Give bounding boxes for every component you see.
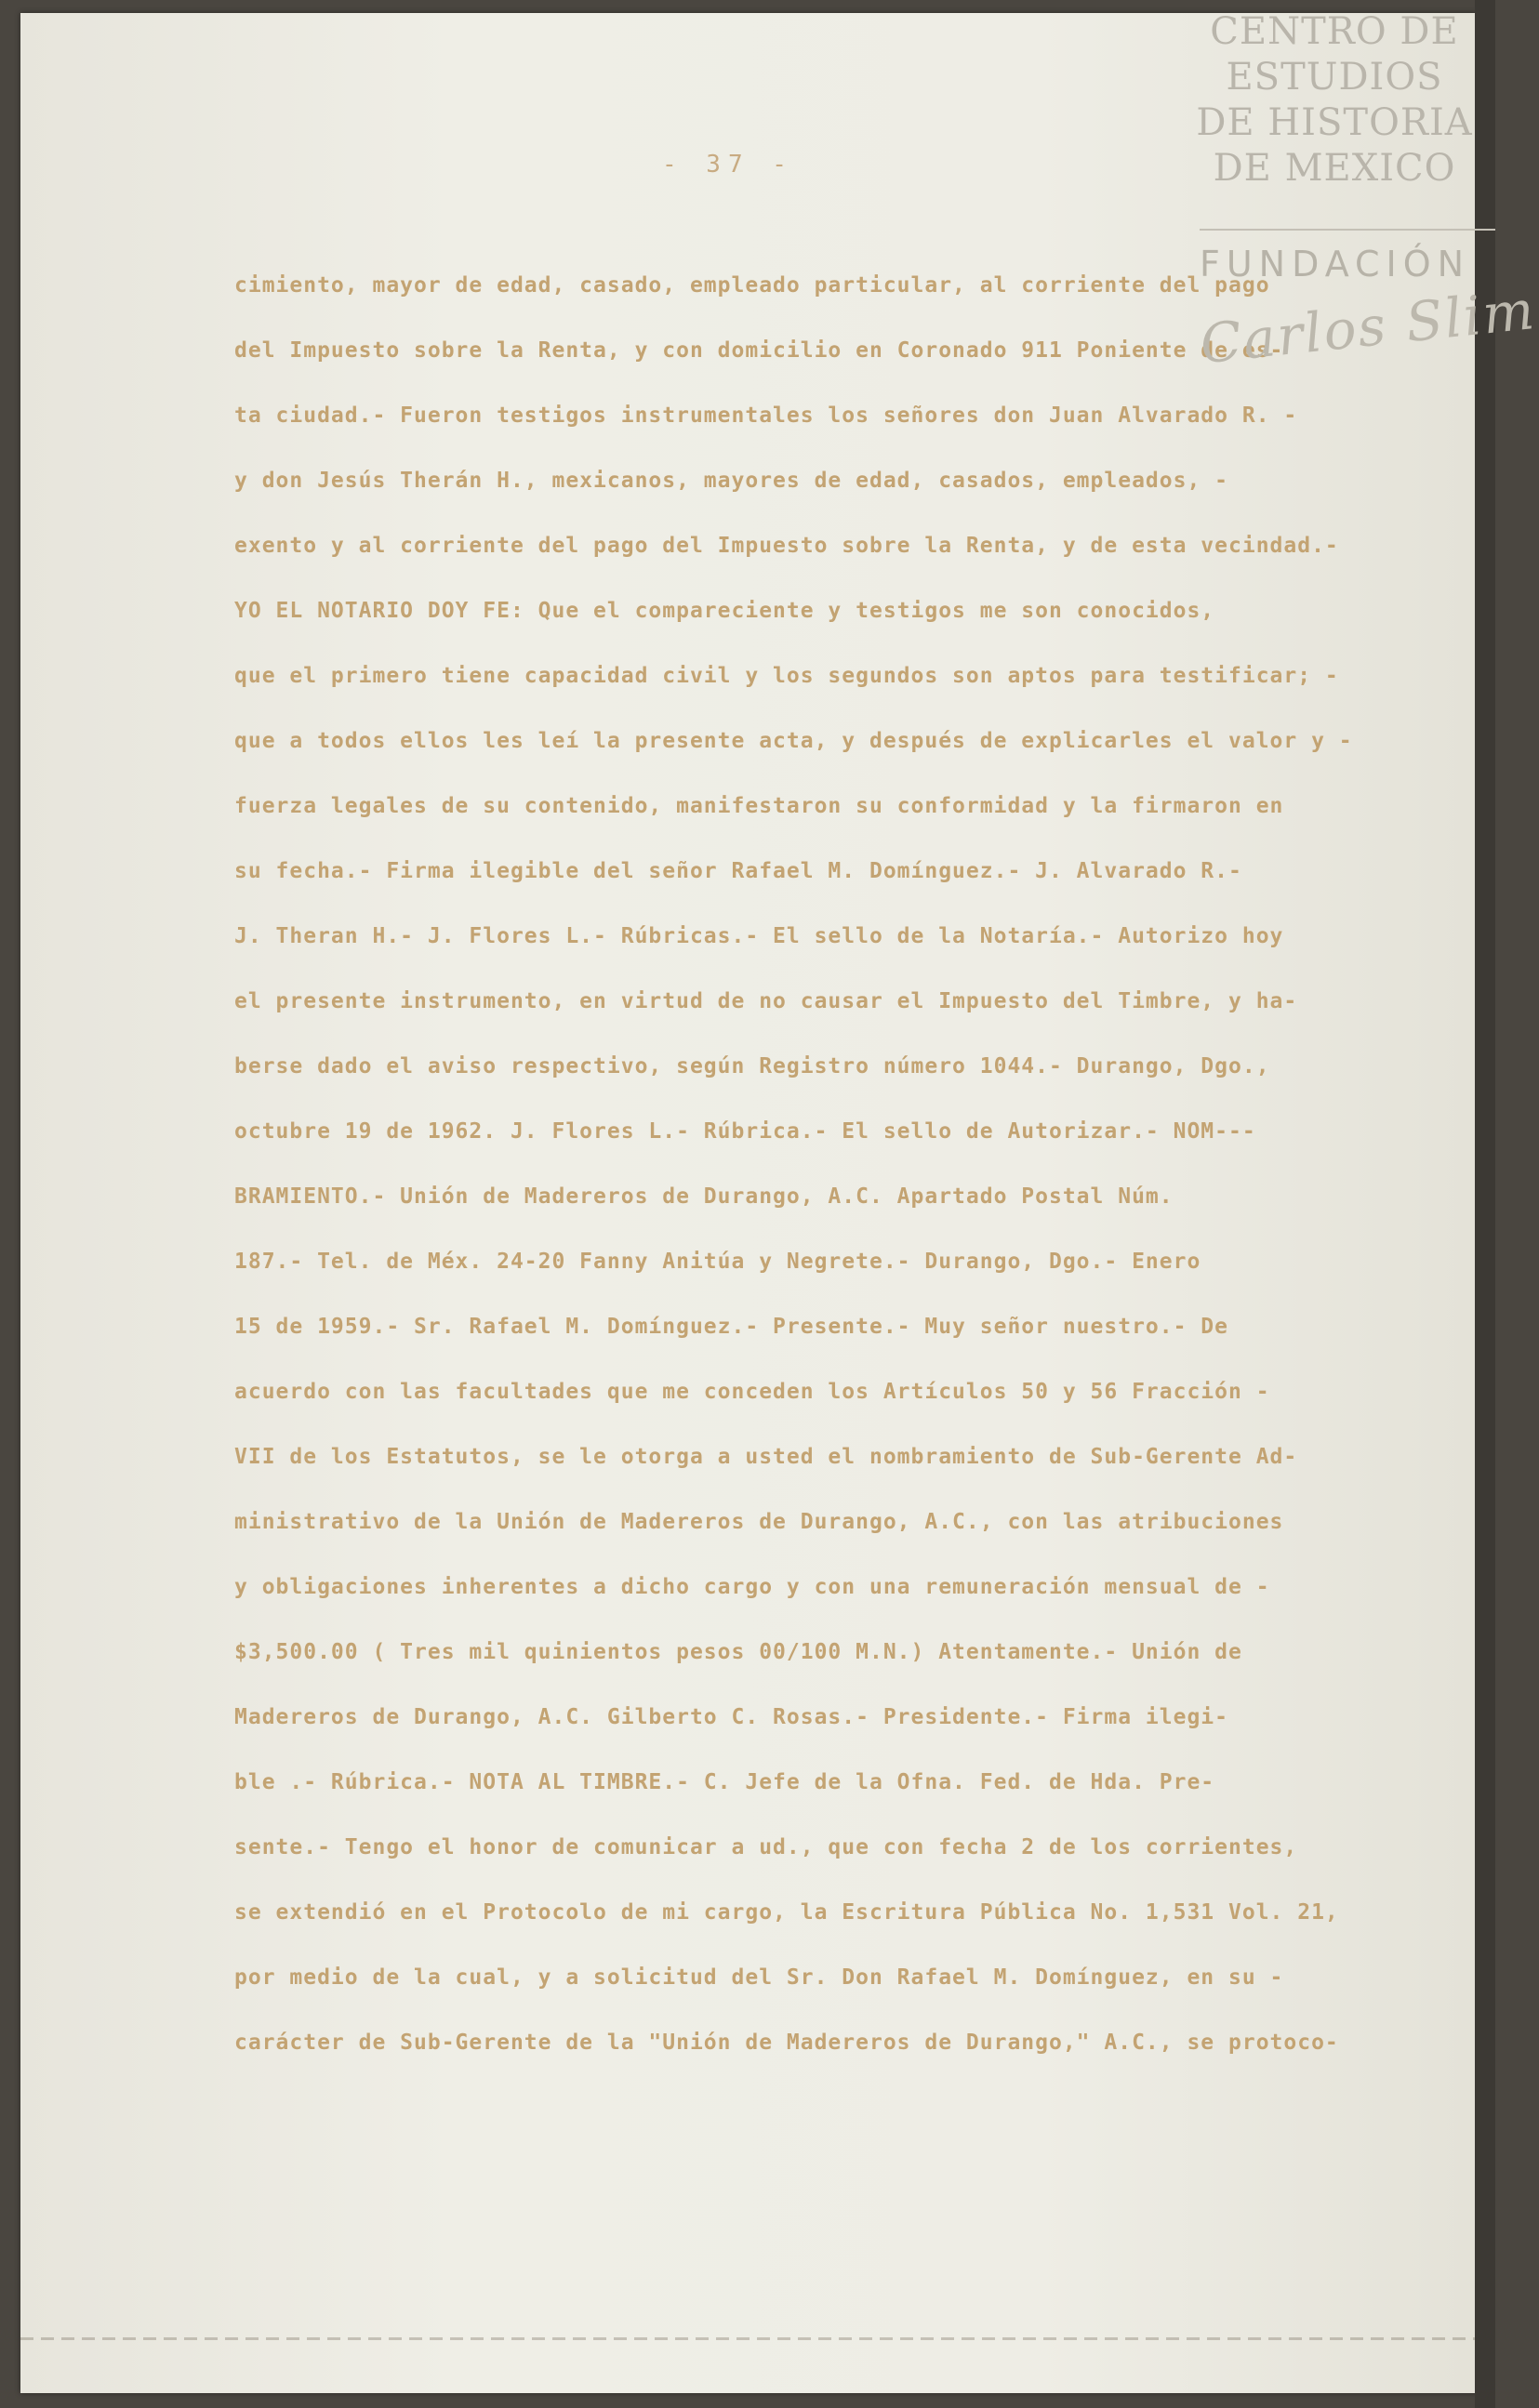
text-line: ministrativo de la Unión de Madereros de Durango, A.C., con las atribuciones: [234, 1510, 1284, 1534]
text-line: el presente instrumento, en virtud de no causar el Impuesto del Timbre, y ha-: [234, 989, 1298, 1013]
watermark-line: ESTUDIOS: [1226, 56, 1443, 99]
text-line: por medio de la cual, y a solicitud del Sr. Don Rafael M. Domínguez, en su -: [234, 1965, 1284, 1990]
text-line: acuerdo con las facultades que me conceden los Artículos 50 y 56 Fracción -: [234, 1380, 1270, 1404]
text-line: y obligaciones inherentes a dicho cargo y con una remuneración mensual de -: [234, 1575, 1270, 1599]
text-line: su fecha.- Firma ilegible del señor Rafael M. Domínguez.- J. Alvarado R.-: [234, 859, 1242, 883]
text-line: del Impuesto sobre la Renta, y con domicilio en Coronado 911 Poniente de es-: [234, 338, 1284, 363]
text-line: y don Jesús Therán H., mexicanos, mayores de edad, casados, empleados, -: [234, 469, 1228, 493]
text-line: exento y al corriente del pago del Impuesto sobre la Renta, y de esta vecindad.-: [234, 534, 1339, 558]
watermark-foundation: FUNDACIÓN: [1200, 244, 1471, 284]
watermark-divider: [1200, 229, 1495, 231]
text-line: $3,500.00 ( Tres mil quinientos pesos 00/100 M.N.) Atentamente.- Unión de: [234, 1640, 1242, 1664]
text-line: 15 de 1959.- Sr. Rafael M. Domínguez.- Presente.- Muy señor nuestro.- De: [234, 1315, 1228, 1339]
text-line: que el primero tiene capacidad civil y los segundos son aptos para testificar; -: [234, 664, 1339, 688]
archive-watermark: [1195, 9, 1474, 192]
text-line: J. Theran H.- J. Flores L.- Rúbricas.- El sello de la Notaría.- Autorizo hoy: [234, 924, 1284, 948]
document-body: [234, 253, 1397, 2075]
text-line: BRAMIENTO.- Unión de Madereros de Durango, A.C. Apartado Postal Núm.: [234, 1184, 1174, 1209]
page-number: - 37 -: [662, 151, 794, 179]
text-line: que a todos ellos les leí la presente acta, y después de explicarles el valor y -: [234, 729, 1353, 753]
scan-edge: [1475, 0, 1495, 2408]
text-line: berse dado el aviso respectivo, según Registro número 1044.- Durango, Dgo.,: [234, 1054, 1270, 1078]
text-line: cimiento, mayor de edad, casado, empleado particular, al corriente del pago: [234, 273, 1270, 298]
watermark-line: DE MEXICO: [1213, 147, 1456, 190]
text-line: octubre 19 de 1962. J. Flores L.- Rúbrica.- El sello de Autorizar.- NOM---: [234, 1119, 1256, 1144]
text-line: Madereros de Durango, A.C. Gilberto C. Rosas.- Presidente.- Firma ilegi-: [234, 1705, 1228, 1729]
text-line: se extendió en el Protocolo de mi cargo, la Escritura Pública No. 1,531 Vol. 21,: [234, 1900, 1339, 1925]
text-line: YO EL NOTARIO DOY FE: Que el compareciente y testigos me son conocidos,: [234, 599, 1215, 623]
text-line: ble .- Rúbrica.- NOTA AL TIMBRE.- C. Jefe de la Ofna. Fed. de Hda. Pre-: [234, 1770, 1215, 1794]
text-line: carácter de Sub-Gerente de la "Unión de Madereros de Durango," A.C., se protoco-: [234, 2031, 1339, 2055]
text-line: sente.- Tengo el honor de comunicar a ud., que con fecha 2 de los corrientes,: [234, 1835, 1298, 1859]
text-line: fuerza legales de su contenido, manifestaron su conformidad y la firmaron en: [234, 794, 1284, 818]
text-line: 187.- Tel. de Méx. 24-20 Fanny Anitúa y Negrete.- Durango, Dgo.- Enero: [234, 1250, 1201, 1274]
text-line: ta ciudad.- Fueron testigos instrumentales los señores don Juan Alvarado R. -: [234, 404, 1298, 428]
watermark-line: DE HISTORIA: [1196, 101, 1473, 144]
watermark-signature: Carlos Slim: [1197, 277, 1539, 377]
text-line: VII de los Estatutos, se le otorga a usted el nombramiento de Sub-Gerente Ad-: [234, 1445, 1298, 1469]
watermark-line: CENTRO DE: [1210, 10, 1459, 53]
